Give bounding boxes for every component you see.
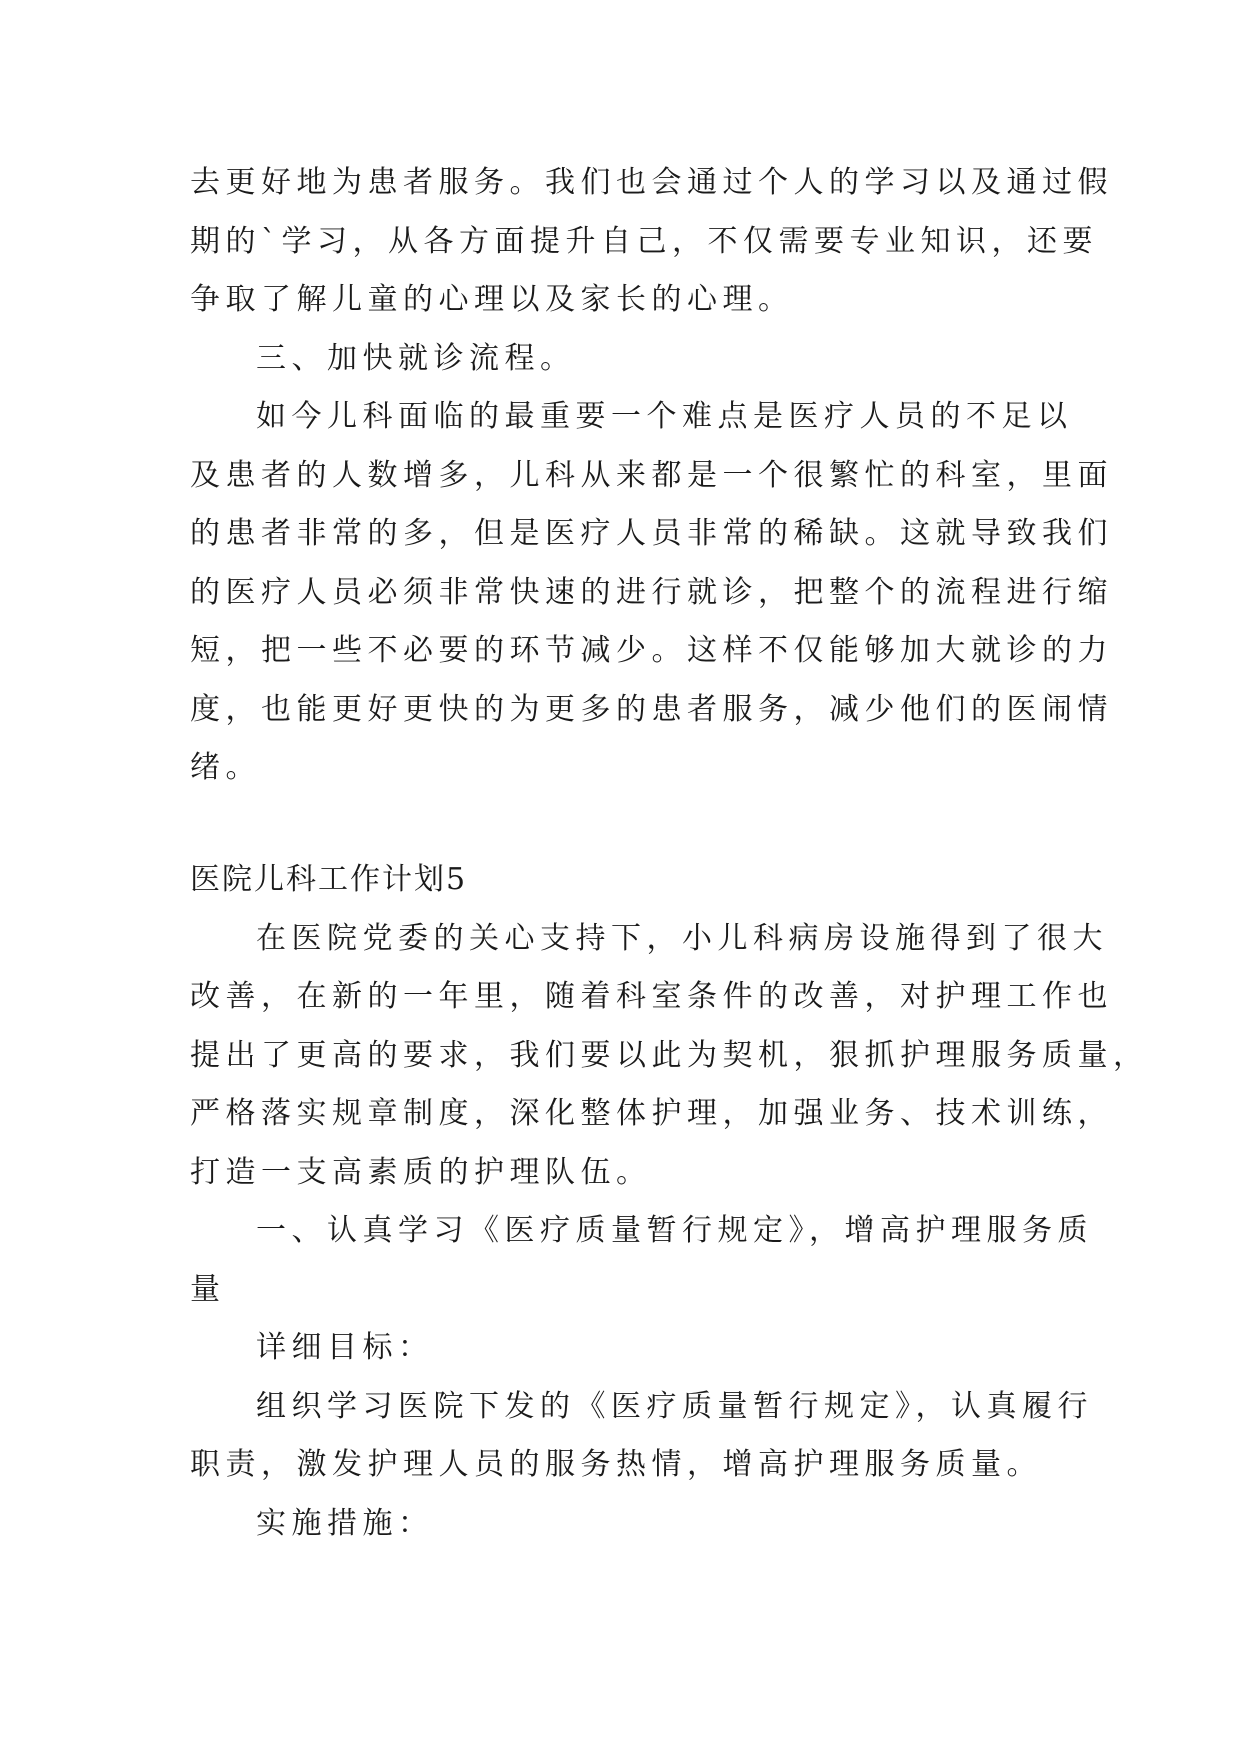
paragraph-line: 绪。 bbox=[190, 750, 261, 785]
paragraph-line: 期的`学习，从各方面提升自己，不仅需要专业知识，还要 bbox=[190, 224, 1098, 259]
section-heading: 一、认真学习《医疗质量暂行规定》，增高护理服务质 bbox=[256, 1213, 1093, 1248]
subheading-goals: 详细目标： bbox=[256, 1330, 434, 1365]
paragraph-line: 的患者非常的多，但是医疗人员非常的稀缺。这就导致我们 bbox=[190, 516, 1113, 551]
paragraph-line: 组织学习医院下发的《医疗质量暂行规定》，认真履行 bbox=[256, 1389, 1093, 1424]
paragraph-line: 提出了更高的要求，我们要以此为契机，狠抓护理服务质量， bbox=[190, 1038, 1149, 1073]
paragraph-line: 严格落实规章制度，深化整体护理，加强业务、技术训练， bbox=[190, 1096, 1113, 1131]
paragraph-line: 度，也能更好更快的为更多的患者服务，减少他们的医闹情 bbox=[190, 692, 1113, 727]
plan-title: 医院儿科工作计划5 bbox=[190, 862, 468, 897]
paragraph-line: 如今儿科面临的最重要一个难点是医疗人员的不足以 bbox=[256, 399, 1073, 434]
paragraph-line: 职责，激发护理人员的服务热情，增高护理服务质量。 bbox=[190, 1447, 1042, 1482]
paragraph-line: 的医疗人员必须非常快速的进行就诊，把整个的流程进行缩 bbox=[190, 575, 1113, 610]
paragraph-line: 及患者的人数增多，儿科从来都是一个很繁忙的科室，里面 bbox=[190, 458, 1113, 493]
paragraph-line: 在医院党委的关心支持下，小儿科病房设施得到了很大 bbox=[256, 921, 1108, 956]
paragraph-line: 去更好地为患者服务。我们也会通过个人的学习以及通过假 bbox=[190, 165, 1113, 200]
subheading-measures: 实施措施： bbox=[256, 1506, 434, 1541]
section-heading-continued: 量 bbox=[190, 1272, 226, 1307]
paragraph-line: 短，把一些不必要的环节减少。这样不仅能够加大就诊的力 bbox=[190, 633, 1113, 668]
paragraph-line: 争取了解儿童的心理以及家长的心理。 bbox=[190, 282, 794, 317]
paragraph-line: 改善，在新的一年里，随着科室条件的改善，对护理工作也 bbox=[190, 979, 1113, 1014]
section-heading: 三、加快就诊流程。 bbox=[256, 341, 576, 376]
paragraph-line: 打造一支高素质的护理队伍。 bbox=[190, 1155, 652, 1190]
